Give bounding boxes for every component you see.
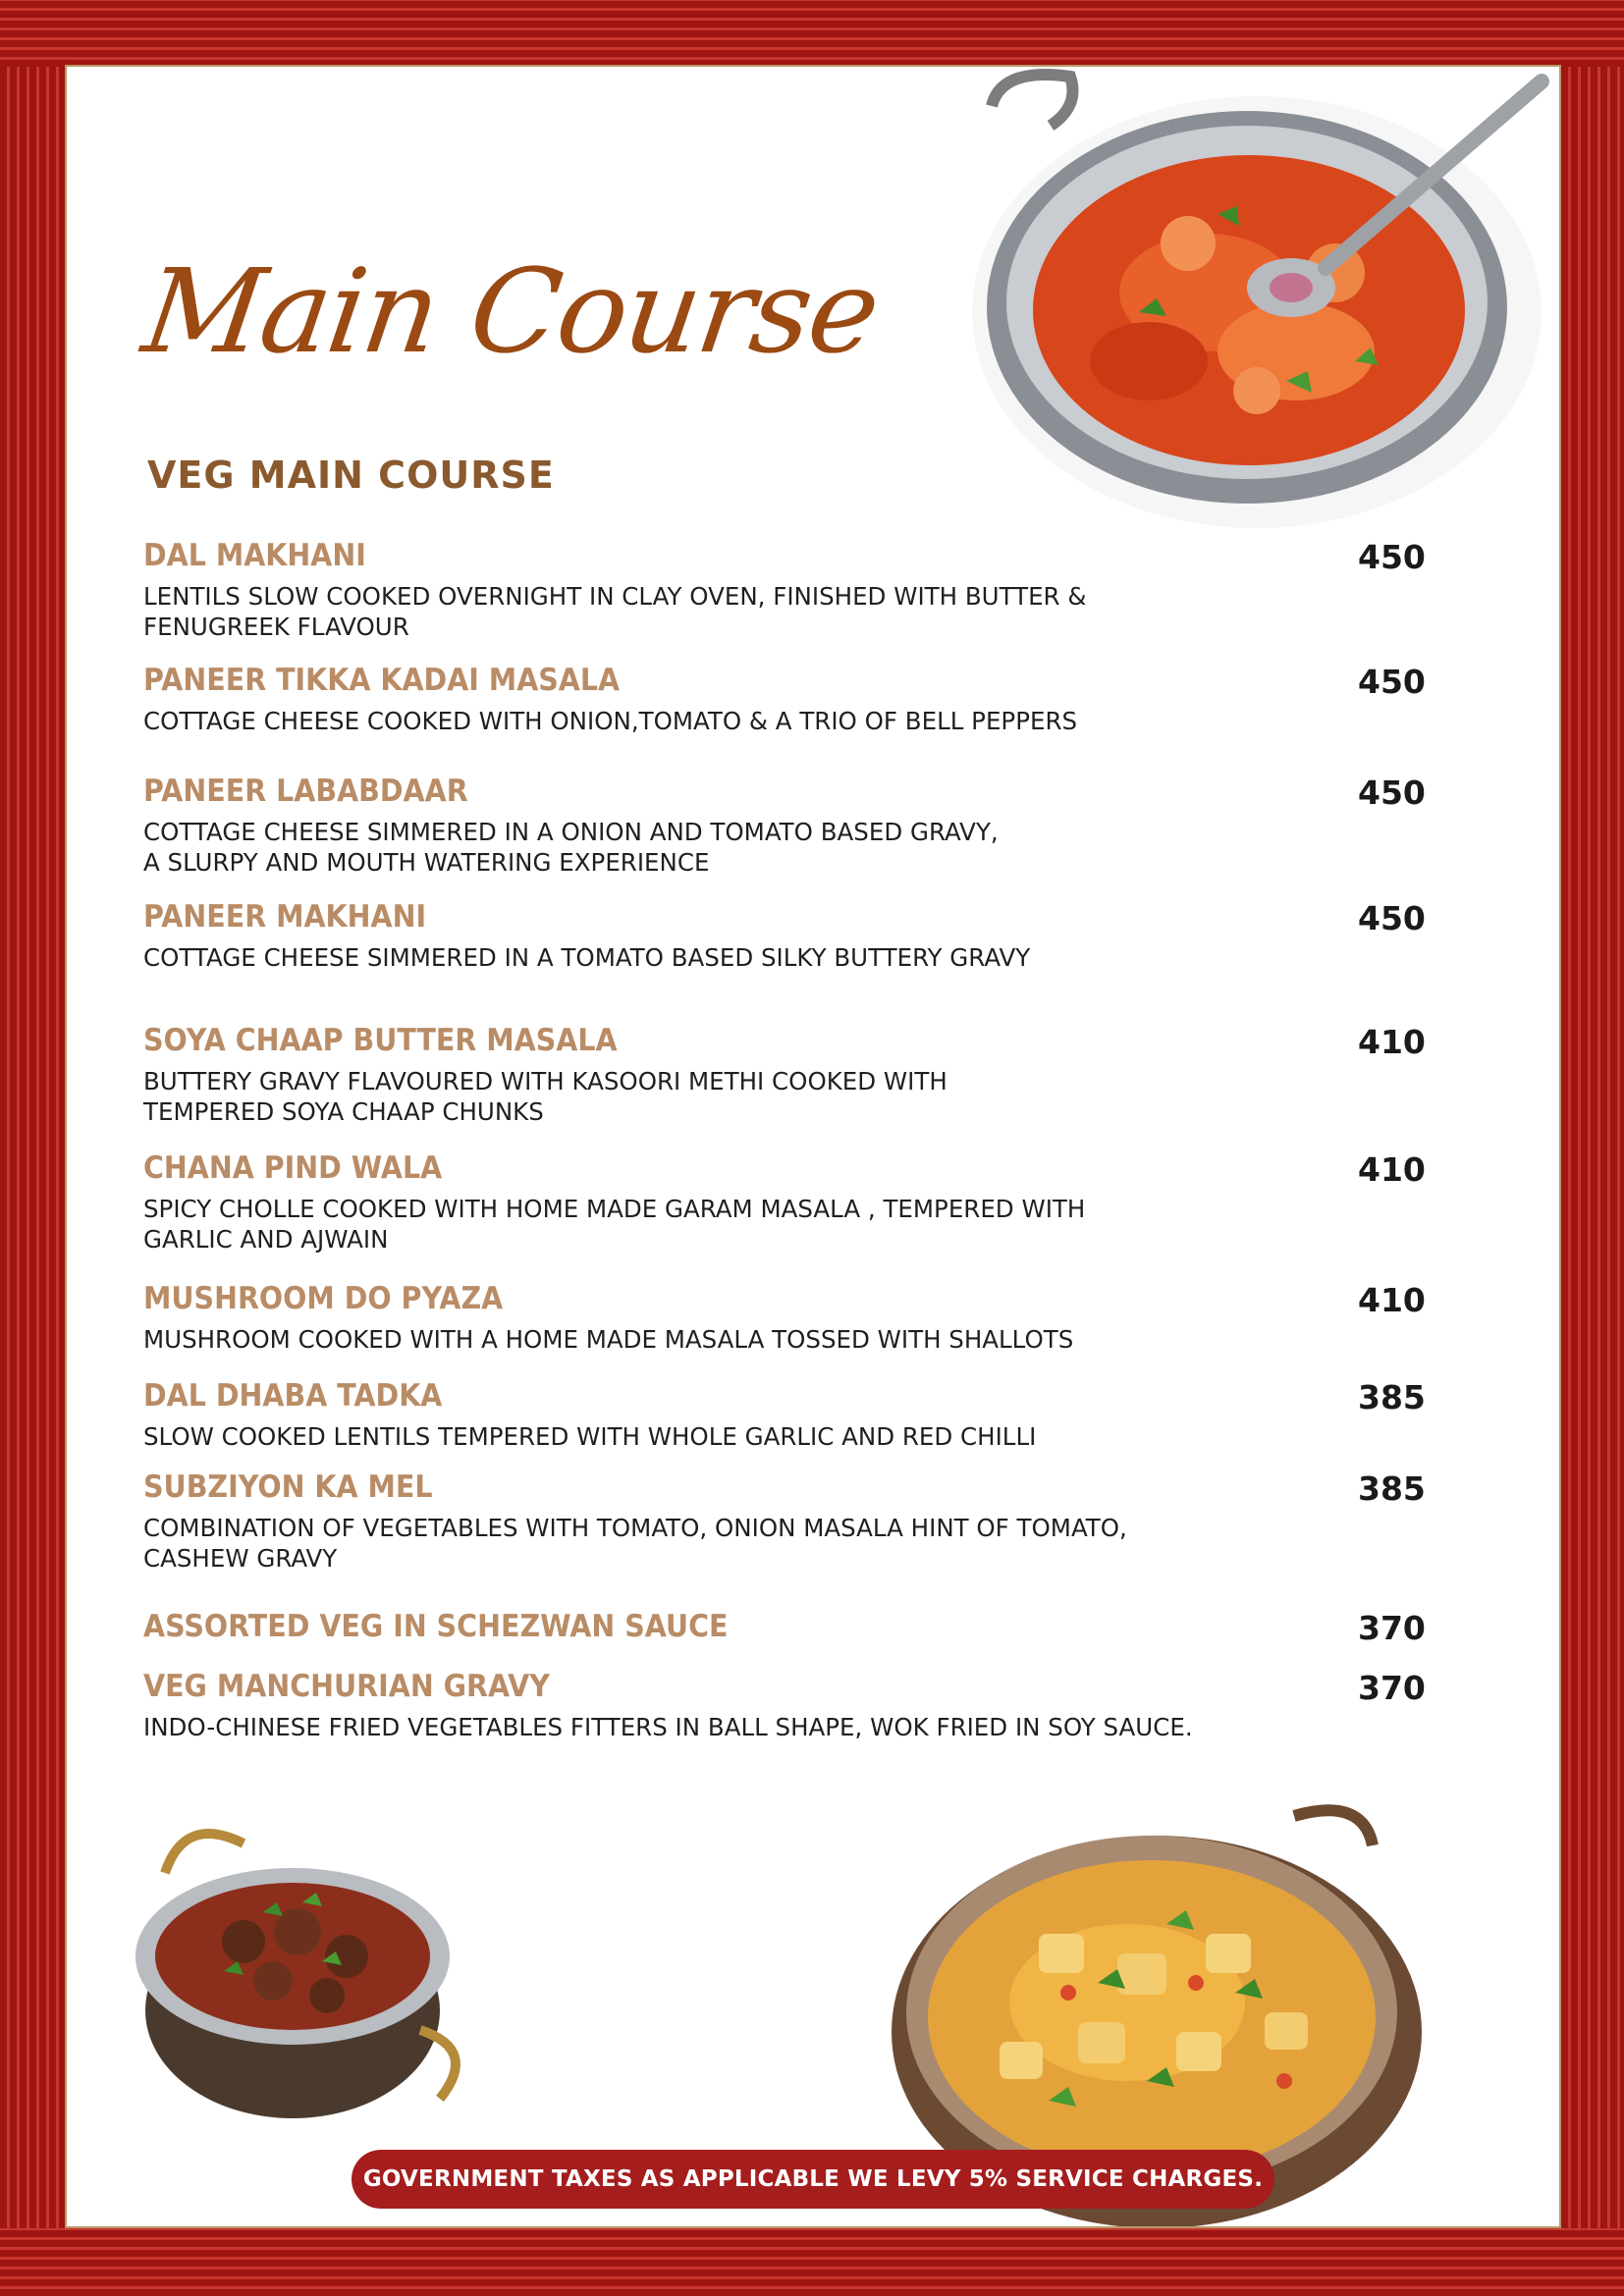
menu-item-price: 370 (1358, 1609, 1426, 1647)
menu-item-description: LENTILS SLOW COOKED OVERNIGHT IN CLAY OVEN, FINISHED WITH BUTTER & FENUGREEK FLAVOUR (143, 582, 1087, 641)
menu-item-name: MUSHROOM DO PYAZA (143, 1281, 504, 1316)
menu-item-price: 450 (1358, 538, 1426, 576)
menu-item-price: 450 (1358, 774, 1426, 812)
menu-item-name: DAL MAKHANI (143, 538, 366, 573)
menu-item-price: 410 (1358, 1281, 1426, 1319)
menu-item-name: PANEER TIKKA KADAI MASALA (143, 663, 621, 698)
menu-item-description: COTTAGE CHEESE SIMMERED IN A ONION AND TOMATO BASED GRAVY, A SLURPY AND MOUTH WATERING EXPERIENCE (143, 818, 999, 877)
menu-item-description: COTTAGE CHEESE SIMMERED IN A TOMATO BASED SILKY BUTTERY GRAVY (143, 943, 1031, 972)
menu-item-name: CHANA PIND WALA (143, 1150, 443, 1186)
service-charge-notice: GOVERNMENT TAXES AS APPLICABLE WE LEVY 5% SERVICE CHARGES. (352, 2150, 1274, 2209)
section-heading: VEG MAIN COURSE (147, 454, 555, 497)
menu-item-description: COMBINATION OF VEGETABLES WITH TOMATO, ONION MASALA HINT OF TOMATO, CASHEW GRAVY (143, 1514, 1127, 1573)
menu-item-description: SPICY CHOLLE COOKED WITH HOME MADE GARAM MASALA , TEMPERED WITH GARLIC AND AJWAIN (143, 1195, 1086, 1254)
menu-item-price: 410 (1358, 1150, 1426, 1189)
decorative-border-top (0, 0, 1624, 67)
menu-item-price: 385 (1358, 1378, 1426, 1416)
decorative-border-bottom (0, 2228, 1624, 2296)
menu-item-price: 385 (1358, 1469, 1426, 1508)
menu-item-name: SOYA CHAAP BUTTER MASALA (143, 1023, 618, 1058)
menu-page (67, 67, 1559, 2226)
menu-item-name: PANEER MAKHANI (143, 899, 427, 934)
menu-item-name: DAL DHABA TADKA (143, 1378, 443, 1414)
menu-item-name: VEG MANCHURIAN GRAVY (143, 1669, 550, 1704)
menu-item-name: PANEER LABABDAAR (143, 774, 468, 809)
menu-item-name: SUBZIYON KA MEL (143, 1469, 433, 1505)
menu-item-price: 410 (1358, 1023, 1426, 1061)
menu-item-description: INDO-CHINESE FRIED VEGETABLES FITTERS IN BALL SHAPE, WOK FRIED IN SOY SAUCE. (143, 1713, 1193, 1741)
menu-item-description: MUSHROOM COOKED WITH A HOME MADE MASALA TOSSED WITH SHALLOTS (143, 1325, 1074, 1354)
page-title: Main Course (135, 243, 887, 379)
curry-pan-illustration (962, 67, 1559, 533)
menu-item-price: 450 (1358, 663, 1426, 701)
mutton-handi-illustration (126, 1814, 479, 2138)
menu-item-price: 450 (1358, 899, 1426, 937)
menu-item-description: COTTAGE CHEESE COOKED WITH ONION,TOMATO & A TRIO OF BELL PEPPERS (143, 707, 1078, 735)
menu-item-name: ASSORTED VEG IN SCHEZWAN SAUCE (143, 1609, 729, 1644)
menu-item-price: 370 (1358, 1669, 1426, 1707)
menu-item-description: BUTTERY GRAVY FLAVOURED WITH KASOORI METHI COOKED WITH TEMPERED SOYA CHAAP CHUNKS (143, 1067, 947, 1126)
menu-item-description: SLOW COOKED LENTILS TEMPERED WITH WHOLE GARLIC AND RED CHILLI (143, 1422, 1037, 1451)
